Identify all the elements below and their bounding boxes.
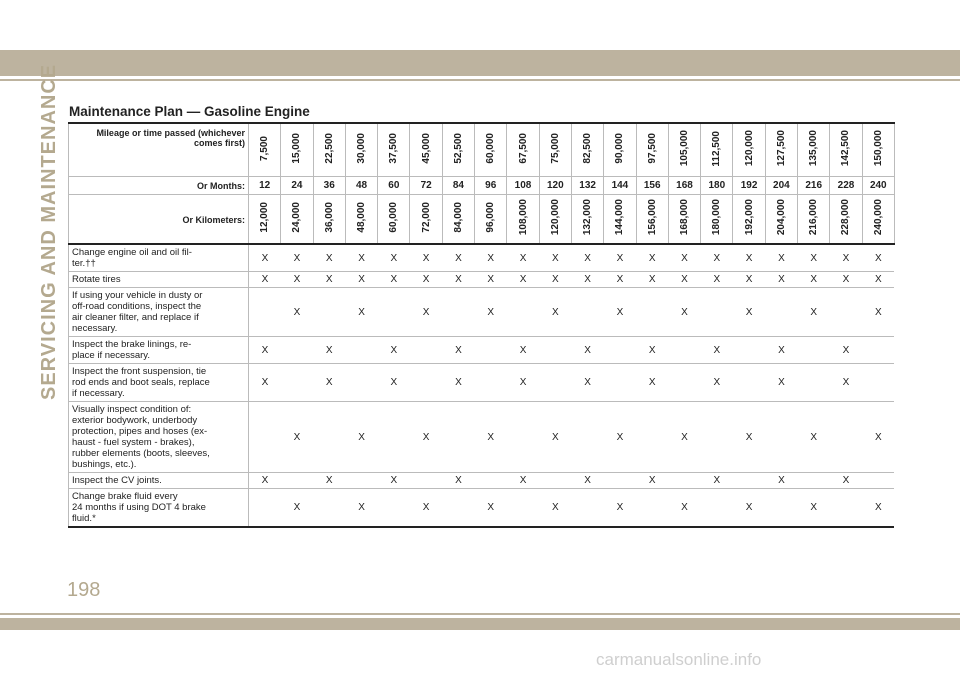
interval-mark (378, 288, 410, 337)
interval-mark: X (604, 489, 636, 528)
interval-mark (475, 473, 507, 489)
mileage-cell (604, 123, 636, 177)
mileage-value: 67,500 (517, 133, 529, 164)
mileage-value: 127,500 (775, 130, 787, 167)
interval-mark (507, 489, 539, 528)
kilometers-value: 144,000 (614, 199, 626, 236)
interval-mark: X (733, 244, 765, 272)
kilometers-cell (410, 195, 442, 245)
table-row (69, 337, 895, 364)
interval-mark (830, 288, 862, 337)
months-value: 60 (378, 177, 410, 195)
months-value: 132 (571, 177, 603, 195)
interval-mark: X (345, 402, 377, 473)
kilometers-cell (636, 195, 668, 245)
interval-mark: X (281, 244, 313, 272)
interval-mark: X (668, 272, 700, 288)
interval-mark: X (862, 244, 894, 272)
interval-mark (281, 337, 313, 364)
interval-mark (345, 364, 377, 402)
section-tab (24, 63, 60, 400)
interval-mark: X (345, 489, 377, 528)
watermark: carmanualsonline.info (596, 650, 762, 669)
interval-mark: X (442, 272, 474, 288)
interval-mark (410, 337, 442, 364)
kilometers-cell (701, 195, 733, 245)
kilometers-cell (539, 195, 571, 245)
interval-mark: X (636, 337, 668, 364)
kilometers-cell (765, 195, 797, 245)
interval-mark: X (539, 272, 571, 288)
table-row (69, 489, 895, 528)
interval-mark: X (313, 473, 345, 489)
interval-mark: X (862, 288, 894, 337)
interval-mark: X (249, 244, 281, 272)
interval-mark: X (604, 288, 636, 337)
interval-mark: X (442, 337, 474, 364)
months-value: 240 (862, 177, 894, 195)
mileage-row (69, 123, 895, 177)
interval-mark: X (313, 272, 345, 288)
interval-mark: X (281, 489, 313, 528)
interval-mark (313, 402, 345, 473)
months-value: 228 (830, 177, 862, 195)
mileage-cell (571, 123, 603, 177)
interval-mark: X (507, 473, 539, 489)
mileage-cell (475, 123, 507, 177)
kilometers-cell (604, 195, 636, 245)
interval-mark: X (475, 402, 507, 473)
interval-mark (475, 364, 507, 402)
interval-mark (507, 402, 539, 473)
interval-mark: X (442, 473, 474, 489)
interval-mark: X (765, 364, 797, 402)
interval-mark: X (281, 402, 313, 473)
months-value: 120 (539, 177, 571, 195)
mileage-value: 15,000 (291, 133, 303, 164)
interval-mark: X (636, 244, 668, 272)
interval-mark (830, 402, 862, 473)
interval-mark: X (475, 489, 507, 528)
table-row (69, 288, 895, 337)
interval-mark: X (798, 288, 830, 337)
interval-mark (410, 473, 442, 489)
interval-mark (249, 288, 281, 337)
interval-mark (442, 402, 474, 473)
mileage-value: 52,500 (452, 133, 464, 164)
interval-mark (701, 402, 733, 473)
interval-mark: X (571, 337, 603, 364)
interval-mark (668, 473, 700, 489)
interval-mark (701, 288, 733, 337)
kilometers-cell (442, 195, 474, 245)
interval-mark: X (345, 272, 377, 288)
interval-mark: X (733, 402, 765, 473)
interval-mark: X (765, 337, 797, 364)
footer-rule (0, 613, 960, 615)
interval-mark (410, 364, 442, 402)
interval-mark: X (604, 272, 636, 288)
kilometers-value: 72,000 (420, 202, 432, 233)
months-value: 192 (733, 177, 765, 195)
kilometers-cell (733, 195, 765, 245)
interval-mark: X (539, 402, 571, 473)
kilometers-cell (345, 195, 377, 245)
mileage-cell (636, 123, 668, 177)
interval-mark: X (378, 244, 410, 272)
kilometers-value: 36,000 (323, 202, 335, 233)
mileage-cell (733, 123, 765, 177)
section-tab-label: SERVICING AND MAINTENANCE (38, 63, 60, 400)
mileage-value: 90,000 (614, 133, 626, 164)
mileage-cell (507, 123, 539, 177)
interval-mark: X (539, 489, 571, 528)
interval-mark: X (765, 272, 797, 288)
interval-mark: X (378, 272, 410, 288)
kilometers-value: 192,000 (743, 199, 755, 236)
interval-mark: X (765, 473, 797, 489)
mileage-value: 22,500 (323, 133, 335, 164)
interval-mark: X (475, 272, 507, 288)
interval-mark: X (475, 244, 507, 272)
interval-mark (571, 489, 603, 528)
interval-mark (313, 288, 345, 337)
mileage-cell (765, 123, 797, 177)
interval-mark (765, 489, 797, 528)
interval-mark: X (733, 288, 765, 337)
interval-mark: X (798, 244, 830, 272)
interval-mark (475, 337, 507, 364)
kilometers-cell (475, 195, 507, 245)
interval-mark (249, 402, 281, 473)
kilometers-value: 216,000 (808, 199, 820, 236)
interval-mark (604, 364, 636, 402)
months-value: 156 (636, 177, 668, 195)
interval-mark: X (410, 402, 442, 473)
interval-mark: X (636, 473, 668, 489)
interval-mark (571, 288, 603, 337)
interval-mark: X (281, 272, 313, 288)
interval-mark (281, 364, 313, 402)
task-label: Visually inspect condition of: exterior bodywork, underbody protection, pipes and hoses (ex- haust - fuel system - brakes), rubber elements (boots, sleeves, bushings, etc.). (69, 402, 249, 473)
interval-mark: X (701, 272, 733, 288)
task-label: If using your vehicle in dusty or off-road conditions, inspect the air cleaner filter, and replace if necessary. (69, 288, 249, 337)
mileage-cell (410, 123, 442, 177)
header-band (0, 50, 960, 76)
task-label: Inspect the CV joints. (69, 473, 249, 489)
interval-mark (539, 473, 571, 489)
table-row (69, 402, 895, 473)
kilometers-value: 240,000 (872, 199, 884, 236)
kilometers-value: 204,000 (775, 199, 787, 236)
maintenance-table (68, 122, 895, 528)
page-number: 198 (67, 579, 101, 601)
kilometers-value: 48,000 (356, 202, 368, 233)
interval-mark (539, 337, 571, 364)
interval-mark: X (442, 364, 474, 402)
interval-mark: X (733, 272, 765, 288)
mileage-value: 82,500 (582, 133, 594, 164)
mileage-cell (798, 123, 830, 177)
interval-mark: X (249, 272, 281, 288)
interval-mark: X (249, 337, 281, 364)
interval-mark: X (378, 473, 410, 489)
kilometers-value: 132,000 (582, 199, 594, 236)
interval-mark: X (668, 489, 700, 528)
mileage-value: 30,000 (356, 133, 368, 164)
interval-mark (249, 489, 281, 528)
months-row (69, 177, 895, 195)
interval-mark: X (281, 288, 313, 337)
interval-mark: X (668, 244, 700, 272)
months-value: 12 (249, 177, 281, 195)
interval-mark: X (571, 473, 603, 489)
months-value: 36 (313, 177, 345, 195)
interval-mark (668, 364, 700, 402)
interval-mark: X (345, 244, 377, 272)
interval-mark: X (765, 244, 797, 272)
interval-mark (636, 402, 668, 473)
interval-mark (862, 473, 894, 489)
interval-mark (571, 402, 603, 473)
interval-mark: X (571, 364, 603, 402)
interval-mark (765, 402, 797, 473)
months-value: 48 (345, 177, 377, 195)
interval-mark: X (539, 244, 571, 272)
interval-mark (345, 473, 377, 489)
kilometers-value: 228,000 (840, 199, 852, 236)
kilometers-header-label: Or Kilometers: (69, 195, 249, 245)
mileage-value: 142,500 (840, 130, 852, 167)
interval-mark: X (701, 337, 733, 364)
months-value: 168 (668, 177, 700, 195)
interval-mark: X (636, 364, 668, 402)
months-value: 180 (701, 177, 733, 195)
months-value: 216 (798, 177, 830, 195)
kilometers-cell (830, 195, 862, 245)
interval-mark: X (249, 473, 281, 489)
interval-mark: X (345, 288, 377, 337)
interval-mark: X (313, 337, 345, 364)
interval-mark: X (507, 272, 539, 288)
interval-mark: X (604, 244, 636, 272)
task-label: Change engine oil and oil fil- ter.†† (69, 244, 249, 272)
interval-mark (862, 364, 894, 402)
interval-mark: X (701, 364, 733, 402)
kilometers-cell (313, 195, 345, 245)
interval-mark: X (410, 272, 442, 288)
interval-mark (798, 337, 830, 364)
kilometers-value: 24,000 (291, 202, 303, 233)
interval-mark: X (798, 272, 830, 288)
header-rule (0, 79, 960, 81)
interval-mark: X (798, 402, 830, 473)
months-value: 72 (410, 177, 442, 195)
kilometers-row (69, 195, 895, 245)
interval-mark (765, 288, 797, 337)
table-row (69, 272, 895, 288)
interval-mark: X (830, 337, 862, 364)
interval-mark (345, 337, 377, 364)
interval-mark: X (539, 288, 571, 337)
interval-mark: X (830, 244, 862, 272)
kilometers-value: 156,000 (646, 199, 658, 236)
table-row (69, 244, 895, 272)
mileage-cell (378, 123, 410, 177)
mileage-cell (313, 123, 345, 177)
table-row (69, 364, 895, 402)
table-row (69, 473, 895, 489)
interval-mark: X (442, 244, 474, 272)
interval-mark (539, 364, 571, 402)
interval-mark (636, 288, 668, 337)
mileage-cell (249, 123, 281, 177)
kilometers-value: 84,000 (452, 202, 464, 233)
interval-mark (668, 337, 700, 364)
mileage-cell (862, 123, 894, 177)
mileage-cell (668, 123, 700, 177)
kilometers-cell (249, 195, 281, 245)
mileage-value: 7,500 (259, 135, 271, 162)
months-header-label: Or Months: (69, 177, 249, 195)
interval-mark (636, 489, 668, 528)
interval-mark (378, 402, 410, 473)
kilometers-cell (862, 195, 894, 245)
interval-mark: X (410, 489, 442, 528)
kilometers-cell (571, 195, 603, 245)
interval-mark: X (410, 288, 442, 337)
interval-mark (733, 473, 765, 489)
interval-mark: X (830, 473, 862, 489)
interval-mark: X (668, 402, 700, 473)
mileage-cell (281, 123, 313, 177)
mileage-value: 75,000 (549, 133, 561, 164)
kilometers-cell (668, 195, 700, 245)
mileage-cell (345, 123, 377, 177)
interval-mark (281, 473, 313, 489)
interval-mark: X (507, 337, 539, 364)
months-value: 84 (442, 177, 474, 195)
interval-mark: X (701, 473, 733, 489)
interval-mark: X (571, 272, 603, 288)
mileage-value: 37,500 (388, 133, 400, 164)
task-label: Rotate tires (69, 272, 249, 288)
mileage-cell (442, 123, 474, 177)
interval-mark: X (507, 364, 539, 402)
kilometers-cell (798, 195, 830, 245)
interval-mark (798, 364, 830, 402)
interval-mark (507, 288, 539, 337)
kilometers-value: 60,000 (388, 202, 400, 233)
mileage-cell (830, 123, 862, 177)
page-title: Maintenance Plan — Gasoline Engine (69, 104, 310, 119)
interval-mark: X (668, 288, 700, 337)
interval-mark: X (378, 364, 410, 402)
interval-mark: X (571, 244, 603, 272)
interval-mark (604, 473, 636, 489)
interval-mark: X (507, 244, 539, 272)
months-value: 144 (604, 177, 636, 195)
interval-mark: X (733, 489, 765, 528)
interval-mark (830, 489, 862, 528)
months-value: 108 (507, 177, 539, 195)
kilometers-cell (281, 195, 313, 245)
mileage-value: 135,000 (808, 130, 820, 167)
kilometers-value: 96,000 (485, 202, 497, 233)
months-value: 204 (765, 177, 797, 195)
interval-mark: X (604, 402, 636, 473)
interval-mark (733, 337, 765, 364)
interval-mark: X (410, 244, 442, 272)
task-label: Inspect the front suspension, tie rod ends and boot seals, replace if necessary. (69, 364, 249, 402)
task-label: Inspect the brake linings, re- place if necessary. (69, 337, 249, 364)
mileage-value: 97,500 (646, 133, 658, 164)
kilometers-value: 120,000 (549, 199, 561, 236)
mileage-value: 45,000 (420, 133, 432, 164)
interval-mark (442, 489, 474, 528)
interval-mark: X (313, 244, 345, 272)
kilometers-value: 12,000 (259, 202, 271, 233)
mileage-value: 112,500 (711, 130, 723, 167)
interval-mark: X (636, 272, 668, 288)
interval-mark (378, 489, 410, 528)
interval-mark: X (475, 288, 507, 337)
interval-mark: X (701, 244, 733, 272)
kilometers-cell (507, 195, 539, 245)
interval-mark (862, 337, 894, 364)
mileage-value: 105,000 (679, 130, 690, 167)
months-value: 96 (475, 177, 507, 195)
interval-mark: X (830, 364, 862, 402)
mileage-value: 60,000 (485, 133, 497, 164)
mileage-cell (539, 123, 571, 177)
interval-mark (604, 337, 636, 364)
kilometers-value: 168,000 (679, 199, 690, 236)
mileage-value: 120,000 (743, 130, 755, 167)
interval-mark (701, 489, 733, 528)
interval-mark: X (798, 489, 830, 528)
interval-mark: X (378, 337, 410, 364)
footer-band (0, 618, 960, 630)
months-value: 24 (281, 177, 313, 195)
kilometers-value: 108,000 (517, 199, 529, 236)
task-label: Change brake fluid every 24 months if using DOT 4 brake fluid.* (69, 489, 249, 528)
interval-mark: X (862, 489, 894, 528)
kilometers-value: 180,000 (711, 199, 723, 236)
kilometers-cell (378, 195, 410, 245)
interval-mark: X (862, 272, 894, 288)
interval-mark (313, 489, 345, 528)
interval-mark (798, 473, 830, 489)
mileage-header-label: Mileage or time passed (whichever comes first) (69, 123, 249, 177)
interval-mark: X (862, 402, 894, 473)
interval-mark: X (249, 364, 281, 402)
mileage-cell (701, 123, 733, 177)
interval-mark: X (313, 364, 345, 402)
mileage-value: 150,000 (872, 130, 884, 167)
interval-mark (733, 364, 765, 402)
interval-mark: X (830, 272, 862, 288)
interval-mark (442, 288, 474, 337)
